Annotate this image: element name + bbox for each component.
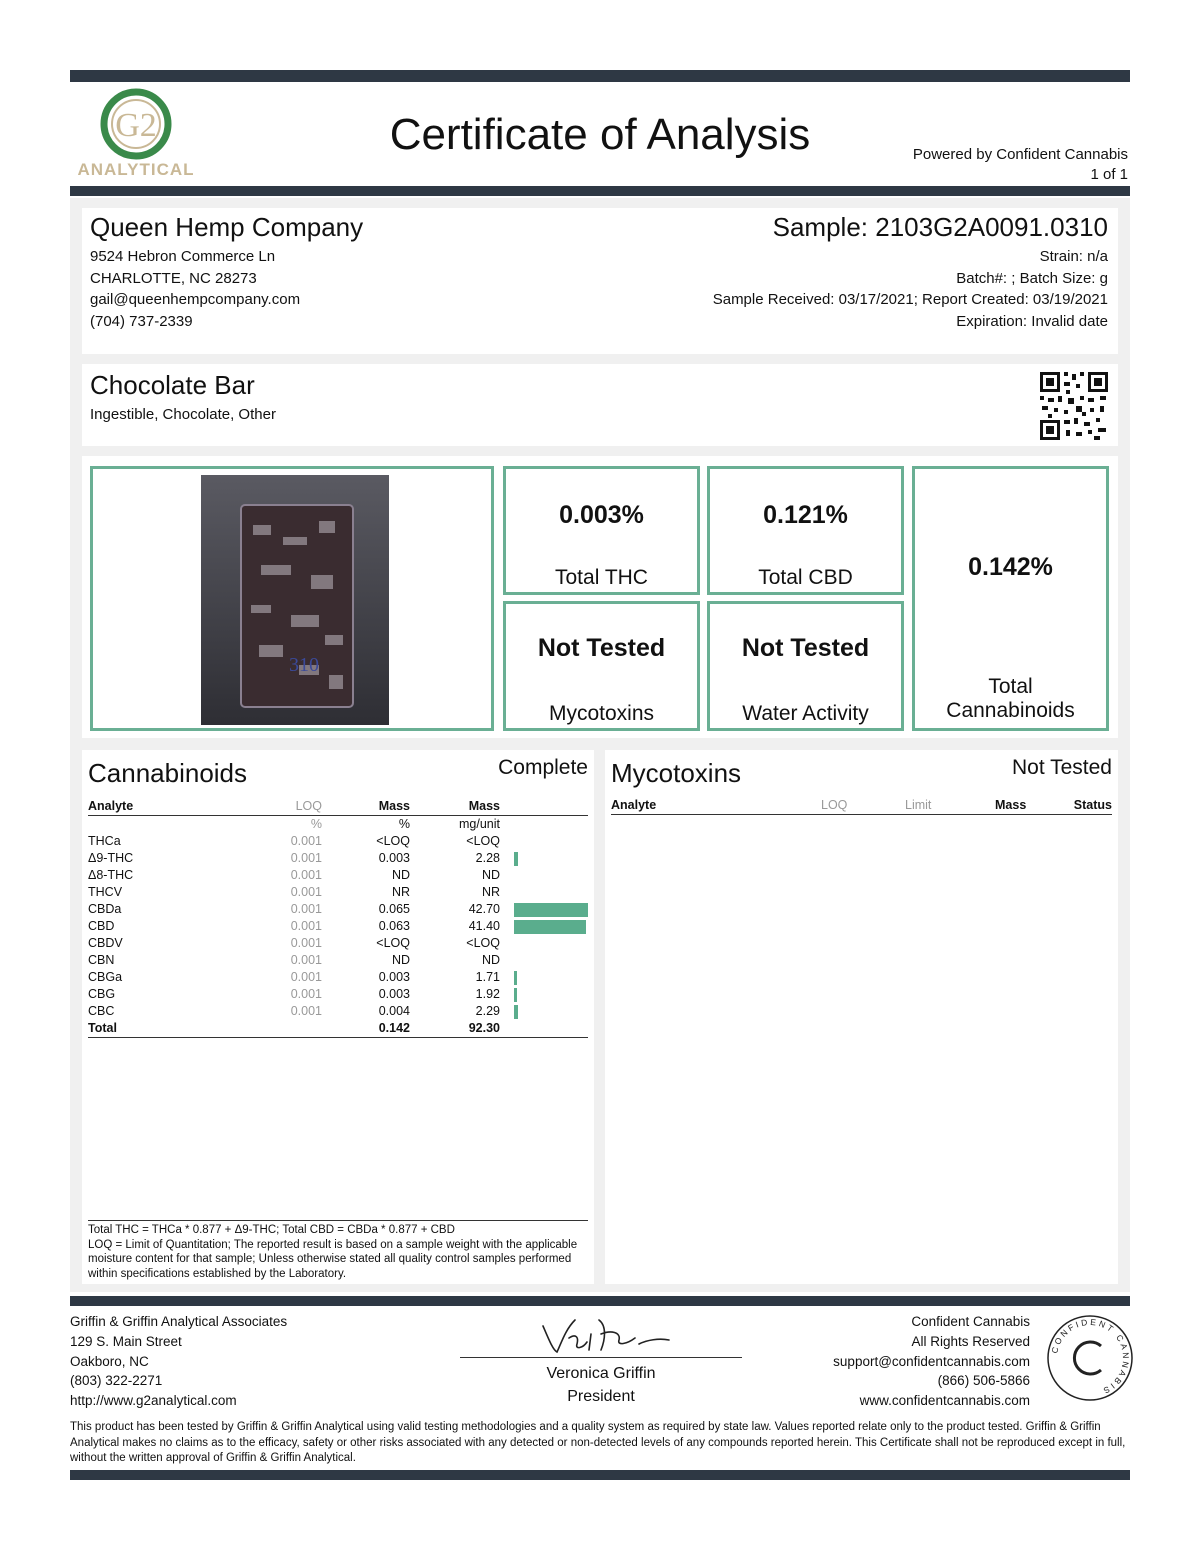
page-number: 1 of 1 xyxy=(1090,166,1128,183)
lab-street: 129 S. Main Street xyxy=(70,1333,182,1349)
table-units-row xyxy=(88,816,588,834)
myco-header-limit: Limit xyxy=(905,798,932,812)
header-loq: LOQ xyxy=(258,798,322,816)
note-totals: Total THC = THCa * 0.877 + Δ9-THC; Total CBD = CBDa * 0.877 + CBD xyxy=(88,1224,455,1236)
cell-mass-pct: 0.003 xyxy=(378,851,410,865)
cell-bar xyxy=(500,884,588,901)
cell-loq: 0.001 xyxy=(290,902,322,916)
cell-loq: 0.001 xyxy=(290,834,322,848)
cell-mass-mg: 1.71 xyxy=(475,970,500,984)
signer-title: President xyxy=(567,1388,635,1405)
lab-url[interactable]: http://www.g2analytical.com xyxy=(70,1393,237,1409)
myco-header-mass: Mass xyxy=(995,798,1027,812)
cell-mass-mg: ND xyxy=(481,868,500,882)
cc-rights: All Rights Reserved xyxy=(911,1333,1030,1349)
table-row xyxy=(88,918,588,935)
cell-bar xyxy=(500,850,588,867)
cell-bar xyxy=(500,833,588,850)
table-row xyxy=(88,833,588,850)
water-activity-label: Water Activity xyxy=(742,702,869,725)
cell-analyte: CBDV xyxy=(88,936,123,950)
cc-info xyxy=(833,1312,1030,1411)
mycotoxins-label: Mycotoxins xyxy=(548,702,655,725)
mycotoxins-panel xyxy=(605,750,1118,1284)
cell-mass-mg: <LOQ xyxy=(466,936,500,950)
total-mass-pct: 0.142 xyxy=(322,1020,410,1038)
header-analyte: Analyte xyxy=(88,798,258,816)
total-cbd-label: Total CBD xyxy=(758,566,853,589)
total-cannabinoids-box xyxy=(912,466,1109,731)
cell-analyte: CBGa xyxy=(88,970,123,984)
cell-loq: 0.001 xyxy=(290,885,322,899)
confident-cannabis-seal xyxy=(1045,1313,1135,1403)
cannabinoids-notes xyxy=(88,1220,588,1281)
sample-dates: Sample Received: 03/17/2021; Report Created: 03/19/2021 xyxy=(712,291,1108,308)
logo-text: ANALYTICAL xyxy=(77,160,195,179)
cell-bar xyxy=(500,986,588,1003)
table-row xyxy=(88,901,588,918)
cell-loq: 0.001 xyxy=(290,936,322,950)
client-address1: 9524 Hebron Commerce Ln xyxy=(90,248,276,265)
note-loq: LOQ = Limit of Quantitation; The reported result is based on a sample weight with the applicable moisture content for that sample; Unless otherwise stated all quality control samples performed within specifications established by the Laboratory. xyxy=(88,1238,578,1280)
cannabinoids-table xyxy=(88,798,588,1038)
product-panel xyxy=(82,364,1118,446)
disclaimer: This product has been tested by Griffin & Griffin Analytical using valid testing methodologies and a quality system as required by state law. Values reported relate only to the product tested. Griffin & Griffin Analytical makes no claims as to the efficacy, safety or other risks associated with any detected or non-detected levels of any compounds reported herein. This Certificate shall not be reproduced except in full, without the written approval of Griffin & Griffin Analytical. xyxy=(70,1421,1126,1464)
client-panel xyxy=(82,208,1118,354)
lab-name: Griffin & Griffin Analytical Associates xyxy=(70,1314,288,1329)
cell-bar xyxy=(500,918,588,935)
cell-bar xyxy=(500,1003,588,1020)
cc-phone: (866) 506-5866 xyxy=(937,1373,1030,1389)
cc-name: Confident Cannabis xyxy=(911,1314,1030,1329)
cell-mass-pct: ND xyxy=(391,868,410,882)
cell-loq: 0.001 xyxy=(290,953,322,967)
mycotoxins-title: Mycotoxins xyxy=(611,758,742,788)
cell-analyte: CBN xyxy=(88,953,115,967)
client-name: Queen Hemp Company xyxy=(90,212,364,242)
total-mass-mg: 92.30 xyxy=(410,1020,500,1038)
cell-analyte: CBDa xyxy=(88,902,122,916)
total-label: Total xyxy=(88,1020,258,1038)
lab-info xyxy=(70,1312,287,1411)
cc-email[interactable]: support@confidentcannabis.com xyxy=(833,1353,1030,1369)
cell-analyte: Δ9-THC xyxy=(88,851,134,865)
cell-mass-pct: 0.065 xyxy=(378,902,410,916)
mycotoxins-table-header xyxy=(611,798,1112,815)
total-bar xyxy=(500,1020,588,1038)
logo-mark: G2 xyxy=(115,107,157,144)
cell-analyte: CBC xyxy=(88,1004,115,1018)
client-phone: (704) 737-2339 xyxy=(90,312,193,330)
table-header-row xyxy=(88,798,588,816)
powered-by xyxy=(913,145,1128,185)
mycotoxins-status: Not Tested xyxy=(1011,756,1112,779)
signer xyxy=(460,1362,742,1408)
total-cannabinoids-value: 0.142% xyxy=(968,553,1053,581)
cell-loq: 0.001 xyxy=(290,1004,322,1018)
cell-mass-mg: 42.70 xyxy=(468,902,500,916)
unit-mass-mg: mg/unit xyxy=(459,817,500,831)
total-cbd-box xyxy=(707,466,904,595)
table-row xyxy=(88,1003,588,1020)
page-title: Certificate of Analysis xyxy=(389,110,811,159)
bar-mark xyxy=(514,988,517,1002)
cell-bar xyxy=(500,969,588,986)
cell-loq: 0.001 xyxy=(290,851,322,865)
bottom-divider xyxy=(70,1470,1130,1480)
mycotoxins-box xyxy=(503,601,700,731)
cell-mass-pct: NR xyxy=(391,885,410,899)
lab-city: Oakboro, NC xyxy=(70,1353,149,1369)
table-total-row xyxy=(88,1020,588,1038)
table-row xyxy=(88,986,588,1003)
cannabinoids-panel xyxy=(82,750,594,1284)
myco-header-status: Status xyxy=(1073,798,1112,812)
cell-mass-pct: 0.004 xyxy=(378,1004,410,1018)
cell-mass-mg: 41.40 xyxy=(468,919,500,933)
cell-mass-mg: 2.29 xyxy=(475,1004,500,1018)
total-thc-box xyxy=(503,466,700,595)
table-row xyxy=(88,935,588,952)
client-address2: CHARLOTTE, NC 28273 xyxy=(90,269,257,287)
cell-loq: 0.001 xyxy=(290,987,322,1001)
total-cannabinoids-label2: Cannabinoids xyxy=(946,699,1075,722)
header-divider xyxy=(70,186,1130,196)
table-row xyxy=(88,850,588,867)
top-divider xyxy=(70,70,1130,82)
bar-mark xyxy=(514,852,518,866)
cell-loq: 0.001 xyxy=(290,868,322,882)
signer-name: Veronica Griffin xyxy=(546,1365,656,1382)
myco-header-analyte: Analyte xyxy=(611,798,657,812)
cell-mass-mg: <LOQ xyxy=(466,834,500,848)
header-mass-pct: Mass xyxy=(322,798,410,816)
cell-bar xyxy=(500,901,588,918)
total-cannabinoids-label1: Total xyxy=(988,675,1033,698)
svg-text:CONFIDENT CANNABIS: CONFIDENT CANNABIS xyxy=(1049,1316,1132,1397)
table-row xyxy=(88,969,588,986)
cell-analyte: THCa xyxy=(88,834,121,848)
unit-loq: % xyxy=(310,817,322,831)
product-photo xyxy=(201,475,389,725)
signature-line xyxy=(460,1357,742,1358)
myco-header-loq: LOQ xyxy=(821,798,848,812)
client-email[interactable]: gail@queenhempcompany.com xyxy=(90,291,301,308)
table-row xyxy=(88,867,588,884)
sample-strain: Strain: n/a xyxy=(1039,248,1108,265)
total-thc-value: 0.003% xyxy=(559,501,644,529)
sample-batch: Batch#: ; Batch Size: g xyxy=(956,269,1108,287)
water-activity-value: Not Tested xyxy=(741,634,870,662)
water-activity-box xyxy=(707,601,904,731)
footer-divider xyxy=(70,1296,1130,1306)
cc-url[interactable]: www.confidentcannabis.com xyxy=(859,1393,1030,1409)
signature-image xyxy=(535,1314,675,1358)
table-row xyxy=(88,952,588,969)
cell-mass-pct: <LOQ xyxy=(376,834,410,848)
sample-expiration: Expiration: Invalid date xyxy=(956,312,1108,330)
table-row xyxy=(88,884,588,901)
cell-analyte: Δ8-THC xyxy=(88,868,134,882)
header-mass-mg: Mass xyxy=(410,798,500,816)
total-thc-label: Total THC xyxy=(555,566,648,589)
mycotoxins-value: Not Tested xyxy=(537,634,666,662)
total-cbd-value: 0.121% xyxy=(763,501,848,529)
product-photo-box xyxy=(90,466,494,731)
powered-by-text: Powered by Confident Cannabis xyxy=(912,146,1128,163)
cell-loq: 0.001 xyxy=(290,919,322,933)
cell-analyte: CBG xyxy=(88,987,116,1001)
total-loq xyxy=(258,1020,322,1038)
cell-mass-mg: 2.28 xyxy=(475,851,500,865)
bar-mark xyxy=(514,971,517,985)
cell-mass-pct: 0.003 xyxy=(378,970,410,984)
cannabinoids-title: Cannabinoids xyxy=(88,758,248,788)
header-bar xyxy=(500,798,588,816)
bar-mark xyxy=(514,1005,518,1019)
cell-bar xyxy=(500,867,588,884)
cell-loq: 0.001 xyxy=(290,970,322,984)
cell-mass-mg: NR xyxy=(481,885,500,899)
bar-mark xyxy=(514,903,588,917)
cell-mass-pct: <LOQ xyxy=(376,936,410,950)
cell-analyte: THCV xyxy=(88,885,123,899)
qr-code-icon[interactable] xyxy=(1038,370,1110,442)
bar-mark xyxy=(514,920,586,934)
cell-mass-mg: 1.92 xyxy=(475,987,500,1001)
cell-mass-mg: ND xyxy=(481,953,500,967)
cell-mass-pct: 0.063 xyxy=(378,919,410,933)
cell-bar xyxy=(500,952,588,969)
product-category: Ingestible, Chocolate, Other xyxy=(90,406,276,423)
cell-mass-pct: ND xyxy=(391,953,410,967)
sample-id: Sample: 2103G2A0091.0310 xyxy=(772,212,1108,242)
product-name: Chocolate Bar xyxy=(90,370,255,400)
unit-mass-pct: % xyxy=(398,817,410,831)
product-photo-label: 310 xyxy=(289,654,319,676)
lab-phone: (803) 322-2271 xyxy=(70,1373,163,1389)
cell-mass-pct: 0.003 xyxy=(378,987,410,1001)
cannabinoids-status: Complete xyxy=(498,756,588,779)
cell-analyte: CBD xyxy=(88,919,115,933)
cell-bar xyxy=(500,935,588,952)
